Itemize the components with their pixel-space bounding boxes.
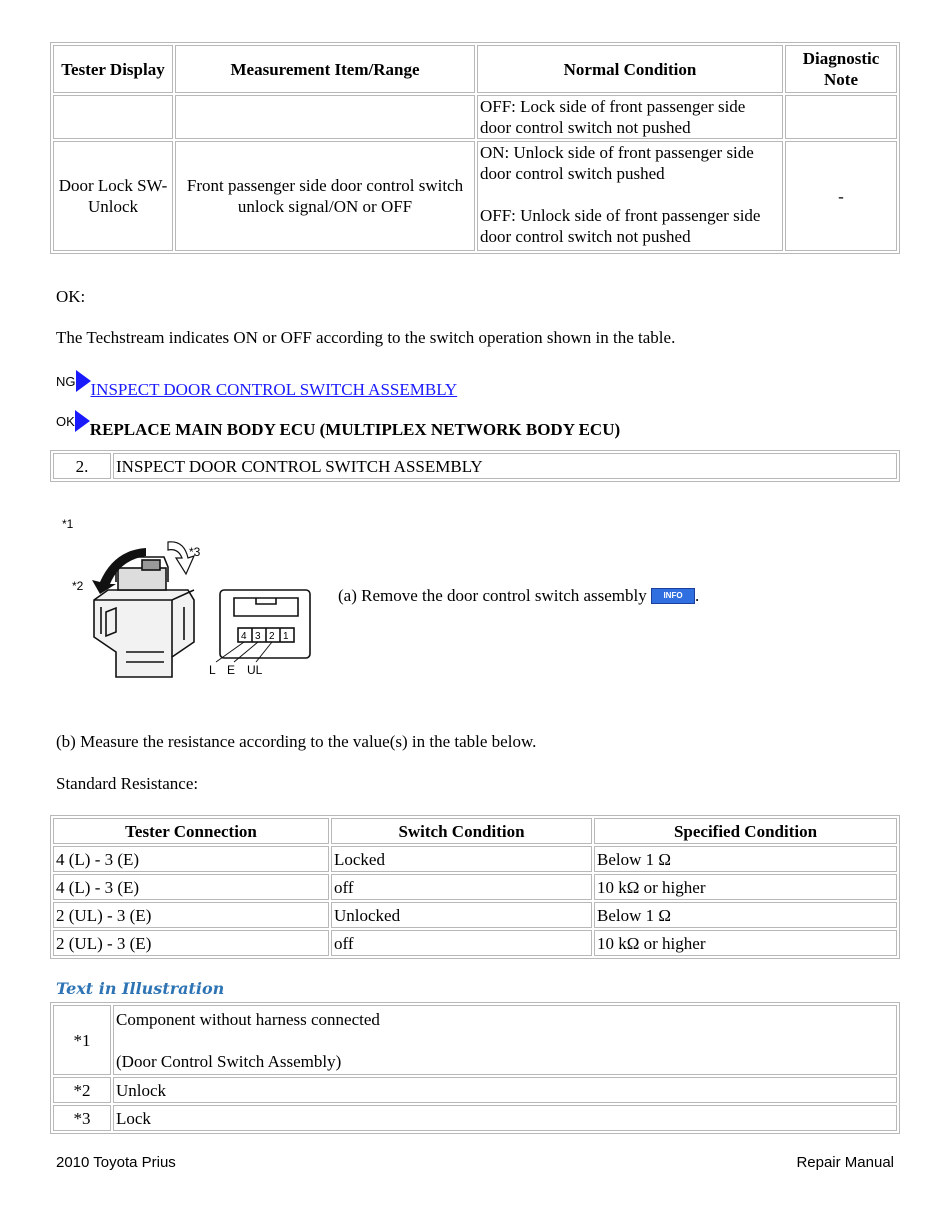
header-specified-condition: Specified Condition xyxy=(594,818,897,844)
header-measurement-item: Measurement Item/Range xyxy=(175,45,475,93)
header-tester-display: Tester Display xyxy=(53,45,173,93)
table-header-row xyxy=(53,45,897,93)
footer-left: 2010 Toyota Prius xyxy=(56,1154,176,1171)
table-row xyxy=(53,1105,897,1131)
cell-condition: off xyxy=(331,930,592,956)
step-b-text: (b) Measure the resistance according to the value(s) in the table below. xyxy=(56,732,537,751)
door-switch-diagram xyxy=(56,512,326,687)
table-row xyxy=(53,1005,897,1075)
illustration-desc-line2: (Door Control Switch Assembly) xyxy=(116,1051,342,1071)
step-a-text xyxy=(338,585,699,606)
ok-replace-action: REPLACE MAIN BODY ECU (MULTIPLEX NETWORK BODY ECU) xyxy=(89,420,621,439)
normal-condition-on: ON: Unlock side of front passenger side door control switch pushed xyxy=(480,143,754,183)
figure-label-3: *3 xyxy=(189,545,201,559)
illustration-desc-line1: Component without harness connected xyxy=(116,1009,380,1029)
tester-display-door-lock-unlock: Door Lock SW-Unlock xyxy=(53,141,173,251)
figure-label-2: *2 xyxy=(72,579,84,593)
terminal-l: L xyxy=(209,663,216,677)
illustration-mark: *3 xyxy=(53,1105,111,1131)
pin-2: 2 xyxy=(269,631,275,642)
step-heading-table xyxy=(50,450,900,482)
cell-specified: 10 kΩ or higher xyxy=(594,874,897,900)
illustration-mark: *2 xyxy=(53,1077,111,1103)
step-a-period: . xyxy=(695,586,700,605)
cell-specified: Below 1 Ω xyxy=(594,902,897,928)
ng-result xyxy=(56,370,458,399)
cell-specified: Below 1 Ω xyxy=(594,846,897,872)
terminal-e: E xyxy=(227,663,236,677)
illustration-text-table xyxy=(50,1002,900,1134)
resistance-table xyxy=(50,815,900,959)
ng-marker: NG xyxy=(56,374,76,389)
header-switch-condition: Switch Condition xyxy=(331,818,592,844)
switch-illustration xyxy=(56,512,326,687)
table-row xyxy=(53,902,897,928)
step-number: 2. xyxy=(53,453,111,479)
ng-inspect-link[interactable]: INSPECT DOOR CONTROL SWITCH ASSEMBLY xyxy=(90,380,458,399)
table-row xyxy=(53,874,897,900)
cell-connection: 2 (UL) - 3 (E) xyxy=(53,930,329,956)
ok-label: OK: xyxy=(56,287,86,306)
illustration-desc: Lock xyxy=(113,1105,897,1131)
table-row xyxy=(53,1077,897,1103)
cell-condition: off xyxy=(331,874,592,900)
cell-condition: Locked xyxy=(331,846,592,872)
table-row xyxy=(53,141,897,251)
pin-4: 4 xyxy=(241,631,247,642)
pin-1: 1 xyxy=(283,631,289,642)
info-button[interactable]: INFO xyxy=(651,588,695,604)
arrow-right-icon xyxy=(76,370,91,392)
header-diagnostic-note: Diagnostic Note xyxy=(785,45,897,93)
cell-specified: 10 kΩ or higher xyxy=(594,930,897,956)
illustration-caption: Text in Illustration xyxy=(56,979,225,998)
illustration-mark: *1 xyxy=(53,1005,111,1075)
header-tester-connection: Tester Connection xyxy=(53,818,329,844)
diagnostic-note: - xyxy=(785,141,897,251)
standard-resistance-label: Standard Resistance: xyxy=(56,774,199,793)
terminal-ul: UL xyxy=(247,663,263,677)
ok-marker: OK xyxy=(56,414,75,429)
pin-3: 3 xyxy=(255,631,261,642)
normal-condition-off: OFF: Unlock side of front passenger side door control switch not pushed xyxy=(480,206,761,246)
table-row xyxy=(53,846,897,872)
table-row xyxy=(53,95,897,139)
connector-drawing xyxy=(220,590,310,658)
cell-connection: 2 (UL) - 3 (E) xyxy=(53,902,329,928)
normal-condition-unlock xyxy=(477,141,783,251)
normal-condition-off-lock: OFF: Lock side of front passenger side door control switch not pushed xyxy=(477,95,783,139)
cell-connection: 4 (L) - 3 (E) xyxy=(53,874,329,900)
cell-connection: 4 (L) - 3 (E) xyxy=(53,846,329,872)
table-row xyxy=(53,930,897,956)
header-normal-condition: Normal Condition xyxy=(477,45,783,93)
diagnostic-table xyxy=(50,42,900,254)
figure-label-1: *1 xyxy=(62,517,74,531)
footer-right: Repair Manual xyxy=(796,1154,894,1171)
ok-result xyxy=(56,410,621,439)
measurement-unlock-signal: Front passenger side door control switch unlock signal/ON or OFF xyxy=(175,141,475,251)
cell-condition: Unlocked xyxy=(331,902,592,928)
step-a-instruction: (a) Remove the door control switch assembly xyxy=(338,586,647,605)
arrow-right-icon xyxy=(75,410,90,432)
ok-description: The Techstream indicates ON or OFF according to the switch operation shown in the table. xyxy=(56,328,676,347)
step-title: INSPECT DOOR CONTROL SWITCH ASSEMBLY xyxy=(113,453,897,479)
illustration-desc: Unlock xyxy=(113,1077,897,1103)
table-header-row xyxy=(53,818,897,844)
